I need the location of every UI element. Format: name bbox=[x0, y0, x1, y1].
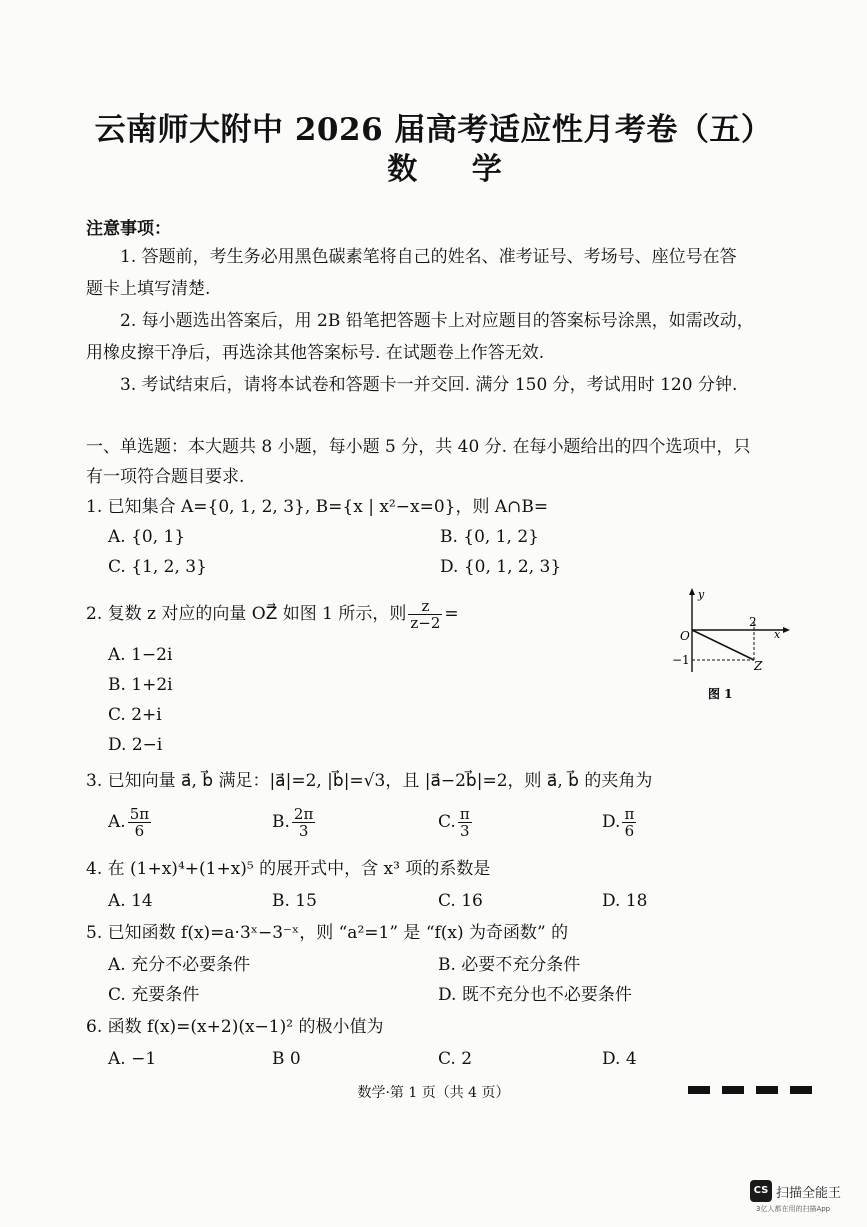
q2-stem bbox=[86, 598, 459, 631]
q3-d-num: π bbox=[624, 805, 635, 823]
notes-line-1: 1. 答题前，考生务必用黑色碳素笔将自己的姓名、准考证号、考场号、座位号在答 bbox=[120, 247, 737, 267]
q4-choice-a: A. 14 bbox=[108, 891, 153, 911]
q2-choice-c: C. 2+i bbox=[108, 705, 162, 725]
q3-c-label: C. bbox=[438, 812, 456, 832]
alignment-mark bbox=[756, 1086, 778, 1094]
scanner-brand-name: 扫描全能王 bbox=[776, 1186, 842, 1201]
q3-d-label: D. bbox=[602, 812, 621, 832]
page-footer: 数学·第 1 页（共 4 页） bbox=[357, 1085, 510, 1101]
exam-title: 云南师大附中 2026 届高考适应性月考卷（五） bbox=[94, 112, 773, 148]
q2-frac-num: z bbox=[408, 598, 442, 615]
q1-choice-d: D. {0, 1, 2, 3} bbox=[440, 557, 562, 577]
q3-choice-a bbox=[108, 806, 153, 839]
q2-stem-end: = bbox=[444, 604, 459, 624]
q3-c-den: 3 bbox=[459, 822, 470, 840]
tick-x-label: 2 bbox=[749, 615, 757, 629]
q5-choice-d: D. 既不充分也不必要条件 bbox=[438, 985, 632, 1005]
q3-a-den: 6 bbox=[134, 822, 145, 840]
scanner-slogan: 3亿人都在用的扫描App bbox=[756, 1205, 831, 1213]
q1-choice-c: C. {1, 2, 3} bbox=[108, 557, 207, 577]
figure-caption: 图 1 bbox=[708, 687, 733, 701]
q3-c-frac bbox=[458, 806, 472, 839]
q6-choice-b: B 0 bbox=[272, 1049, 301, 1069]
q3-b-num: 2π bbox=[293, 805, 314, 823]
q2-frac-den: z−2 bbox=[410, 614, 441, 632]
q3-stem: 3. 已知向量 a⃗, b⃗ 满足：|a⃗|=2, |b⃗|=√3，且 |a⃗−2b⃗|=2，则 a⃗, b⃗ 的夹角为 bbox=[86, 771, 653, 791]
scanner-watermark bbox=[750, 1180, 850, 1214]
q3-d-den: 6 bbox=[624, 822, 635, 840]
q6-choice-d: D. 4 bbox=[602, 1049, 637, 1069]
y-axis-arrow bbox=[689, 588, 695, 595]
notes-line-3: 2. 每小题选出答案后，用 2B 铅笔把答题卡上对应题目的答案标号涂黑，如需改动， bbox=[120, 311, 754, 331]
point-z-label: Z bbox=[754, 659, 763, 673]
q6-choice-a: A. −1 bbox=[108, 1049, 157, 1069]
q2-choice-b: B. 1+2i bbox=[108, 675, 173, 695]
q3-a-num: 5π bbox=[129, 805, 150, 823]
q3-a-frac bbox=[128, 806, 151, 839]
alignment-mark bbox=[688, 1086, 710, 1094]
q3-a-label: A. bbox=[108, 812, 126, 832]
origin-label: O bbox=[680, 629, 690, 643]
q3-b-frac bbox=[292, 806, 315, 839]
q4-choice-c: C. 16 bbox=[438, 891, 483, 911]
q4-choice-b: B. 15 bbox=[272, 891, 317, 911]
figure-1 bbox=[668, 584, 798, 710]
q1-stem: 1. 已知集合 A={0, 1, 2, 3}, B={x | x²−x=0}，则 A∩B= bbox=[86, 497, 549, 517]
notes-line-4: 用橡皮擦干净后，再选涂其他答案标号. 在试题卷上作答无效. bbox=[86, 343, 545, 363]
alignment-mark bbox=[722, 1086, 744, 1094]
q3-choice-d bbox=[602, 806, 638, 839]
tick-y-label: −1 bbox=[672, 653, 690, 667]
q1-choice-b: B. {0, 1, 2} bbox=[440, 527, 539, 547]
alignment-mark bbox=[790, 1086, 812, 1094]
q5-stem: 5. 已知函数 f(x)=a·3ˣ−3⁻ˣ，则 “a²=1” 是 “f(x) 为奇函数” 的 bbox=[86, 923, 569, 943]
q5-choice-b: B. 必要不充分条件 bbox=[438, 955, 581, 975]
q2-stem-text: 2. 复数 z 对应的向量 OZ⃗ 如图 1 所示，则 bbox=[86, 604, 407, 624]
subject-title: 数 学 bbox=[387, 152, 524, 187]
q4-stem: 4. 在 (1+x)⁴+(1+x)⁵ 的展开式中，含 x³ 项的系数是 bbox=[86, 859, 491, 879]
q2-choice-a: A. 1−2i bbox=[108, 645, 173, 665]
section-heading-cont: 有一项符合题目要求. bbox=[86, 467, 245, 487]
q3-c-num: π bbox=[459, 805, 470, 823]
q6-choice-c: C. 2 bbox=[438, 1049, 473, 1069]
section-heading: 一、单选题：本大题共 8 小题，每小题 5 分，共 40 分. 在每小题给出的四个选项中，只 bbox=[86, 437, 751, 457]
notes-heading: 注意事项： bbox=[86, 219, 171, 239]
vector-oz bbox=[692, 630, 754, 660]
q1-choice-a: A. {0, 1} bbox=[108, 527, 186, 547]
q2-fraction bbox=[408, 598, 442, 631]
q3-choice-c bbox=[438, 806, 474, 839]
q3-d-frac bbox=[622, 806, 636, 839]
y-label: y bbox=[698, 588, 705, 601]
x-label: x bbox=[774, 628, 781, 641]
notes-line-5: 3. 考试结束后，请将本试卷和答题卡一并交回. 满分 150 分，考试用时 120 分钟. bbox=[120, 375, 738, 395]
q6-stem: 6. 函数 f(x)=(x+2)(x−1)² 的极小值为 bbox=[86, 1017, 384, 1037]
notes-line-2: 题卡上填写清楚. bbox=[86, 279, 211, 299]
q3-b-den: 3 bbox=[298, 822, 309, 840]
q5-choice-a: A. 充分不必要条件 bbox=[108, 955, 251, 975]
q3-choice-b bbox=[272, 806, 317, 839]
x-axis-arrow bbox=[783, 627, 790, 633]
q4-choice-d: D. 18 bbox=[602, 891, 648, 911]
q3-b-label: B. bbox=[272, 812, 290, 832]
q2-choice-d: D. 2−i bbox=[108, 735, 163, 755]
q5-choice-c: C. 充要条件 bbox=[108, 985, 200, 1005]
scanner-logo-icon: CS bbox=[750, 1180, 772, 1202]
